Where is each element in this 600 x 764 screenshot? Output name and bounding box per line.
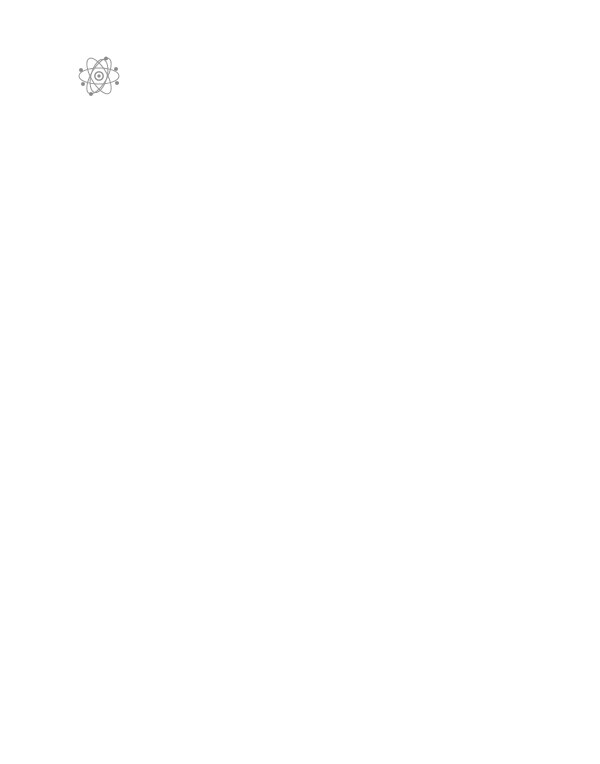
toc-header — [72, 48, 132, 104]
toc-list — [137, 96, 557, 125]
atom-icon — [72, 49, 126, 103]
